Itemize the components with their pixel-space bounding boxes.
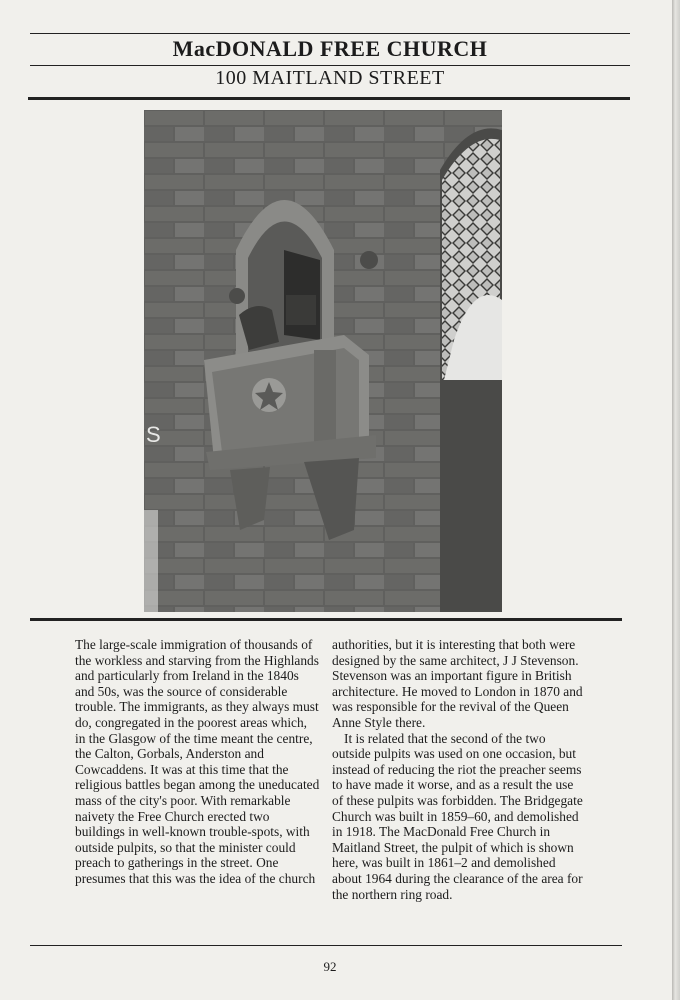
pulpit-photograph: [144, 110, 502, 612]
right-column-paragraph-2: It is related that the second of the two outside pulpits was used on one occasion, but instead of reducing the riot the preacher seems to have made it worse, and as a result the use of these pulpits was forbidden. The Bridgegate Church was built in 1859–60, and demolished in 1918. The MacDonald Free Church in Maitland Street, the pulpit of which is shown here, was built in 1861–2 and demolished about 1964 during the clearance of the area for the northern ring road.: [332, 730, 583, 902]
text-column-left: [75, 637, 320, 887]
top-rule: [30, 33, 630, 34]
page-title: MacDONALD FREE CHURCH: [172, 36, 488, 61]
page-edge: [672, 0, 680, 1000]
photo-partial-letter: S: [146, 422, 161, 447]
photo-bottom-rule: [30, 618, 622, 621]
text-column-right: [332, 637, 584, 902]
title-divider: [30, 65, 630, 66]
page-subtitle: 100 MAITLAND STREET: [215, 67, 445, 89]
footer-rule: [30, 945, 622, 946]
right-column-paragraph-1: authorities, but it is interesting that both were designed by the same architect, J J Stevenson. Stevenson was an important figure in British architecture. He moved to London in 1870 and was responsible for the revival of the Queen Anne Style there.: [332, 637, 583, 730]
header-bottom-rule: [28, 97, 630, 100]
left-column-paragraph: The large-scale immigration of thousands of the workless and starving from the Highlands and particularly from Ireland in the 1840s and 50s, was the source of considerable trouble. The immigrants, as they always must do, congregated in the poorest areas which, in the Glasgow of the time meant the centre, the Calton, Gorbals, Anderston and Cowcaddens. It was at this time that the religious battles began among the uneducated mass of the city's poor. With remarkable naivety the Free Church erected two buildings in well-known trouble-spots, with outside pulpits, so that the minister could preach to gatherings in the street. One presumes that this was the idea of the church: [75, 637, 320, 886]
page-number: 92: [323, 959, 337, 974]
